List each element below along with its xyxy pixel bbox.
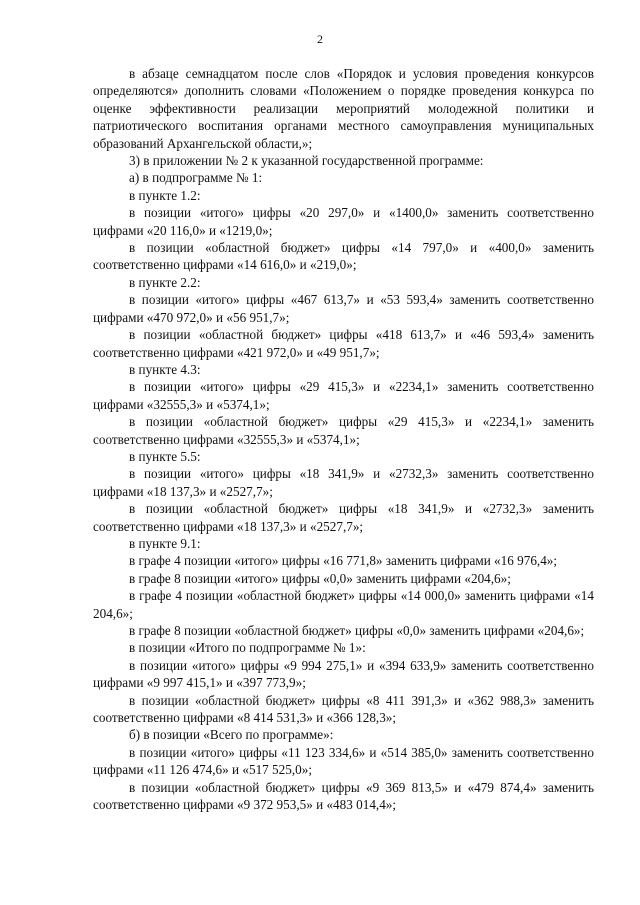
paragraph: 3) в приложении № 2 к указанной государственной программе: — [129, 153, 484, 169]
paragraph: в пункте 9.1: — [129, 535, 201, 551]
document-body — [93, 65, 594, 813]
paragraph: в пункте 1.2: — [129, 187, 201, 203]
paragraph: в пункте 2.2: — [129, 274, 201, 290]
paragraph: в позиции «итого» цифры «18 341,9» и «2732,3» заменить соответственно цифрами «18 137,3» и «2527,7»; — [93, 466, 594, 499]
paragraph: в позиции «итого» цифры «467 613,7» и «53 593,4» заменить соответственно цифрами «470 972,0» и «56 951,7»; — [93, 292, 594, 325]
paragraph: а) в подпрограмме № 1: — [129, 170, 263, 186]
paragraph: в графе 4 позиции «итого» цифры «16 771,8» заменить цифрами «16 976,4»; — [129, 553, 558, 569]
paragraph: в позиции «областной бюджет» цифры «29 415,3» и «2234,1» заменить соответственно цифрами «32555,3» и «5374,1»; — [93, 414, 594, 447]
paragraph: в пункте 4.3: — [129, 361, 201, 377]
paragraph: в позиции «областной бюджет» цифры «8 411 391,3» и «362 988,3» заменить соответственно цифрами «8 414 531,3» и «366 128,3»; — [93, 692, 594, 726]
paragraph: в абзаце семнадцатом после слов «Порядок и условия проведения конкурсов определяются» дополнить словами «Положением о порядке проведения конкурса по оценке эффективности реализации мероприятий молодежной политики и патриотического воспитания органами местного самоуправления муниципальных образований Архангельской области,»; — [93, 66, 594, 151]
paragraph: в позиции «областной бюджет» цифры «14 797,0» и «400,0» заменить соответственно цифрами «14 616,0» и «219,0»; — [93, 240, 594, 273]
paragraph: в позиции «итого» цифры «11 123 334,6» и «514 385,0» заменить соответственно цифрами «11 126 474,6» и «517 525,0»; — [93, 744, 594, 778]
paragraph: в позиции «областной бюджет» цифры «9 369 813,5» и «479 874,4» заменить соответственно цифрами «9 372 953,5» и «483 014,4»; — [93, 779, 594, 813]
paragraph: в позиции «итого» цифры «9 994 275,1» и «394 633,9» заменить соответственно цифрами «9 997 415,1» и «397 773,9»; — [93, 657, 594, 691]
paragraph: в графе 8 позиции «областной бюджет» цифры «0,0» заменить цифрами «204,6»; — [129, 623, 585, 638]
paragraph: в позиции «областной бюджет» цифры «418 613,7» и «46 593,4» заменить соответственно цифрами «421 972,0» и «49 951,7»; — [93, 327, 594, 360]
paragraph: в графе 4 позиции «областной бюджет» цифры «14 000,0» заменить цифрами «14 204,6»; — [93, 588, 594, 621]
page-number: 2 — [317, 32, 323, 46]
paragraph: в позиции «областной бюджет» цифры «18 341,9» и «2732,3» заменить соответственно цифрами «18 137,3» и «2527,7»; — [93, 501, 594, 534]
paragraph: в пункте 5.5: — [129, 448, 201, 464]
paragraph: в графе 8 позиции «итого» цифры «0,0» заменить цифрами «204,6»; — [129, 570, 511, 586]
paragraph: в позиции «Итого по подпрограмме № 1»: — [129, 640, 366, 656]
paragraph: в позиции «итого» цифры «29 415,3» и «2234,1» заменить соответственно цифрами «32555,3» и «5374,1»; — [93, 379, 594, 412]
paragraph: б) в позиции «Всего по программе»: — [129, 727, 334, 743]
paragraph: в позиции «итого» цифры «20 297,0» и «1400,0» заменить соответственно цифрами «20 116,0» и «1219,0»; — [93, 205, 594, 238]
